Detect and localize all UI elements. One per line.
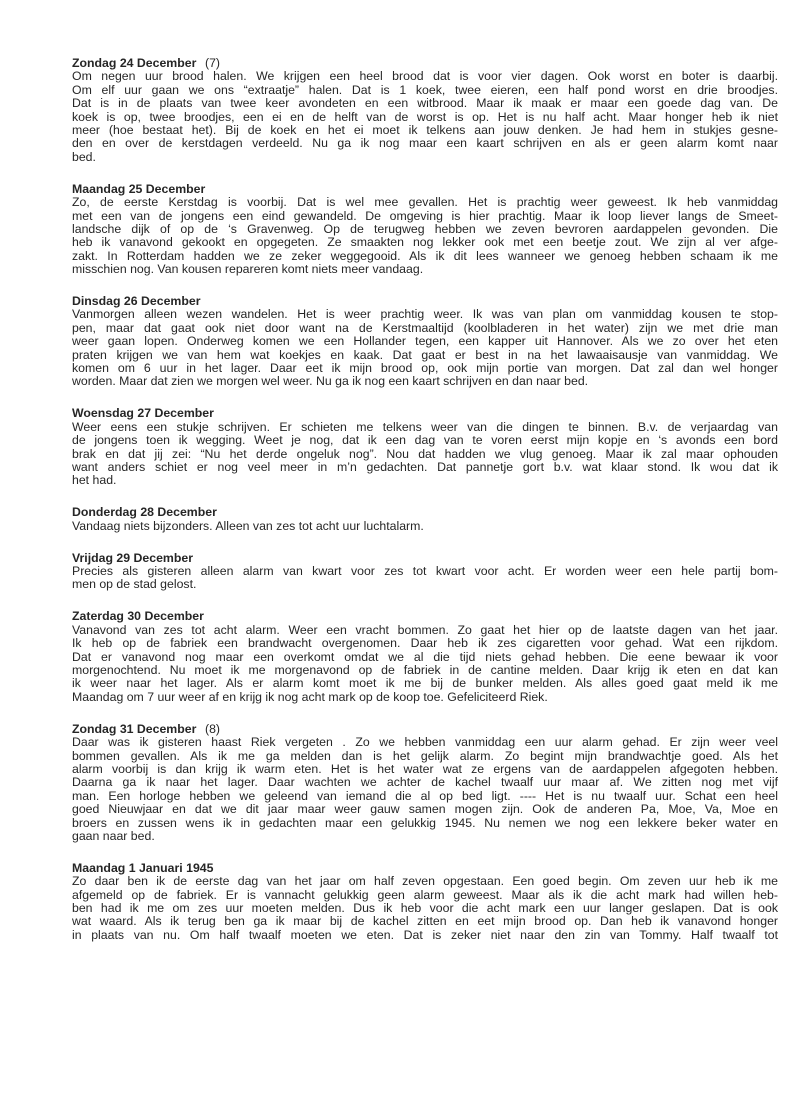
diary-entry [72, 57, 778, 164]
entry-text-line: Dat is in de plaats van twee keer avondeten en een witbrood. Maar ik maak er maar een goede dag van. De [72, 97, 778, 111]
entry-text-line: Weer eens een stukje schrijven. Er schieten me telkens weer van die dingen te binnen. B.v. de verjaardag van [72, 420, 778, 434]
entry-text-line: brak en dat jij zei: “Nu het derde ongeluk nog”. Nou dat hadden we vlug genoeg. Maar ik zal maar ophouden [72, 447, 778, 461]
entry-text-line: Vandaag niets bijzonders. Alleen van zes tot acht uur luchtalarm. [72, 519, 424, 533]
diary-entry [72, 506, 778, 533]
diary-entry [72, 407, 778, 487]
entry-text-line: afgemeld op de fabriek. Er is vannacht gelukkig geen alarm geweest. Maar als ik die acht mark had willen heb- [72, 888, 778, 902]
entry-text-line: Daar was ik gisteren haast Riek vergeten . Zo we hebben vanmiddag een uur alarm gehad. Er zijn weer veel [72, 736, 778, 750]
entry-text-line: de jongens toen ik wegging. Weet je nog, dat ik een dag van te voren eerst mijn kopje en ‘s avonds een bord [72, 434, 778, 448]
diary-entry [72, 862, 778, 942]
entry-date-heading [72, 862, 778, 875]
page-number-marker: (7) [205, 56, 221, 70]
entry-text-line: bommen gevallen. Als ik me ga melden dan is het gelijk alarm. Zo begint mijn brandwachtje goed. Als het [72, 749, 778, 763]
entry-date: Zondag 31 December [72, 721, 197, 736]
entry-text-line: Dat er vanavond nog maar een overkomt omdat we al die tijd niets gehad hebben. Die eene bewaar ik voor [72, 650, 778, 664]
entry-text-line: goed Nieuwjaar en dat we dit jaar maar weer gauw samen mogen zijn. Ook de anderen Pa, Moe, Va, Moe en [72, 803, 778, 817]
entry-text-line: Om elf uur gaan we ons “extraatje” halen. Dat is 1 koek, twee eieren, een half pond worst en drie broodjes. [72, 83, 778, 97]
entry-text-line: meer (hoe bestaat het). Bij de koek en het ei moet ik telkens aan jouw denken. Je had hem in stukjes gesne- [72, 123, 778, 137]
entry-text-line: alarm voorbij is dan krijg ik warm eten. Het is het water wat ze ergens van de aardappelen afgegoten hebben. [72, 762, 778, 776]
entry-text-line: Precies als gisteren alleen alarm van kwart voor zes tot kwart voor acht. Er worden weer een hele partij bom- [72, 565, 778, 579]
diary-entry [72, 183, 778, 277]
entry-text-line: den en over de kerstdagen verdeeld. Nu ga ik nog maar een kaart schrijven en als er geen alarm komt naar [72, 137, 778, 151]
diary-entry [72, 723, 778, 844]
entry-text-line: gaan naar bed. [72, 829, 155, 843]
entry-text-line: want anders schiet er nog veel meer in m’n gedachten. Dat pannetje gort b.v. wat klaar stond. Ik wou dat ik [72, 460, 778, 474]
entry-text-line: landsche dijk of op de ‘s Gravenweg. Op de terugweg hebben we zeven bevroren aardappelen gevonden. Die [72, 222, 778, 236]
entry-text-line: Vanmorgen alleen wezen wandelen. Het is weer prachtig weer. Ik was van plan om vanmiddag kousen te stop- [72, 308, 778, 322]
page-number-marker: (8) [205, 721, 221, 736]
entry-text-line: Daarna ga ik naar het lager. Daar wachten we achter de kachel twaalf uur maar af. We zitten nog met vijf [72, 776, 778, 790]
entry-date: Vrijdag 29 December [72, 550, 193, 565]
entry-date: Zondag 24 December [72, 56, 197, 70]
entry-date-heading [72, 295, 778, 308]
entry-date: Donderdag 28 December [72, 505, 217, 520]
entry-text-line: bed. [72, 150, 96, 164]
entry-text-line: Om negen uur brood halen. We krijgen een heel brood dat is voor vier dagen. Ook worst en boter is daarbij. [72, 70, 778, 84]
entry-text-line: weer gaan lopen. Onderweg komen we een Hollander tegen, een kapper uit Hannover. Als we zo over het eten [72, 335, 778, 349]
entry-text-line: Zo, de eerste Kerstdag is voorbij. Dat is wel mee gevallen. Het is prachtig weer geweest. Ik heb vanmiddag [72, 196, 778, 210]
entry-text-line: Ik heb op de fabriek een brandwacht overgenomen. Daar heb ik zes cigaretten voor gehad. Wat een rijkdom. [72, 637, 778, 651]
entry-text-line: in plaats van nu. Om half twaalf moeten we eten. Dat is zeker niet naar den zin van Tommy. Half twaalf tot [72, 928, 778, 942]
entry-text-line: zakt. In Rotterdam hadden we ze zeker weggegooid. Als ik dit lees wanneer we genoeg hebben schaam ik me [72, 249, 778, 263]
entry-text-line: man. Een horloge hebben we geleend van iemand die al op bed ligt. ---- Het is nu twaalf uur. Schat een heel [72, 789, 778, 803]
entry-text-line: men op de stad gelost. [72, 578, 197, 592]
entry-text-line: Maandag om 7 uur weer af en krijg ik nog acht mark op de koop toe. Gefeliciteerd Riek. [72, 690, 548, 704]
entry-date-heading [72, 610, 778, 623]
entry-date-heading [72, 183, 778, 196]
entry-date-heading [72, 506, 778, 519]
entry-text-line: koek is op, twee broodjes, een ei en de helft van de worst is op. Het is nu half acht. Maar honger heb ik niet [72, 110, 778, 124]
entry-text-line: wat waard. Als ik terug ben ga ik maar bij de kachel zitten en eet mijn brood op. Dan heb ik vanavond honger [72, 915, 778, 929]
entry-text-line: praten krijgen we van hem wat koekjes en kaak. Dat gaat er best in na het lawaaisausje van vanmiddag. We [72, 348, 778, 362]
entry-text-line: pen, maar dat gaat ook niet door want na de Kerstmaaltijd (koolbladeren in het water) zijn we met drie man [72, 321, 778, 335]
entry-date-heading [72, 552, 778, 565]
entry-text-line: met een van de jongens een eind gewandeld. De omgeving is hier prachtig. Maar ik loop liever langs de Smeet- [72, 209, 778, 223]
diary-entry [72, 552, 778, 592]
entry-text-line: broers en zussen wens ik in gedachten maar een gelukkig 1945. Nu nemen we nog een lekkere beker water en [72, 816, 778, 830]
diary-entry [72, 610, 778, 704]
diary-page [72, 57, 778, 961]
entry-date-heading [72, 723, 778, 736]
entry-date: Woensdag 27 December [72, 406, 214, 421]
entry-text-line: heb ik vanavond gekookt en opgegeten. Ze smaakten nog lekker ook met een beetje zout. We zijn al ver afge- [72, 236, 778, 250]
entry-date: Maandag 25 December [72, 181, 206, 196]
entry-text-line: het had. [72, 474, 117, 488]
entry-text-line: misschien nog. Van kousen repareren komt niets meer vandaag. [72, 263, 424, 277]
entry-text-line: ik weer naar het lager. Als er alarm komt moet ik me bij de bunker melden. Als alles goed gaat meld ik me [72, 677, 778, 691]
entry-date-heading [72, 407, 778, 420]
entry-date: Maandag 1 Januari 1945 [72, 860, 214, 875]
entry-text-line: morgenochtend. Nu moet ik me morgenavond op de fabriek in de cantine melden. Daar krijg ik eten en dat kan [72, 664, 778, 678]
entry-text-line: worden. Maar dat zien we morgen wel weer. Nu ga ik nog een kaart schrijven en dan naar bed. [72, 375, 589, 389]
entry-date: Dinsdag 26 December [72, 294, 201, 309]
entry-date-heading [72, 57, 778, 70]
entry-text-line: ben had ik me om zes uur moeten melden. Dus ik heb voor die acht mark een uur langer geslapen. Dat is ook [72, 902, 778, 916]
diary-entry [72, 295, 778, 389]
entry-date: Zaterdag 30 December [72, 609, 204, 624]
entry-text-line: komen om 6 uur in het lager. Daar eet ik mijn brood op, ook mijn portie van morgen. Dat zal dan wel honger [72, 362, 778, 375]
entry-text-line: Zo daar ben ik de eerste dag van het jaar om half zeven opgestaan. Een goed begin. Om zeven uur heb ik me [72, 875, 778, 889]
entry-text-line: Vanavond van zes tot acht alarm. Weer een vracht bommen. Zo gaat het hier op de laatste dagen van het jaar. [72, 623, 778, 637]
